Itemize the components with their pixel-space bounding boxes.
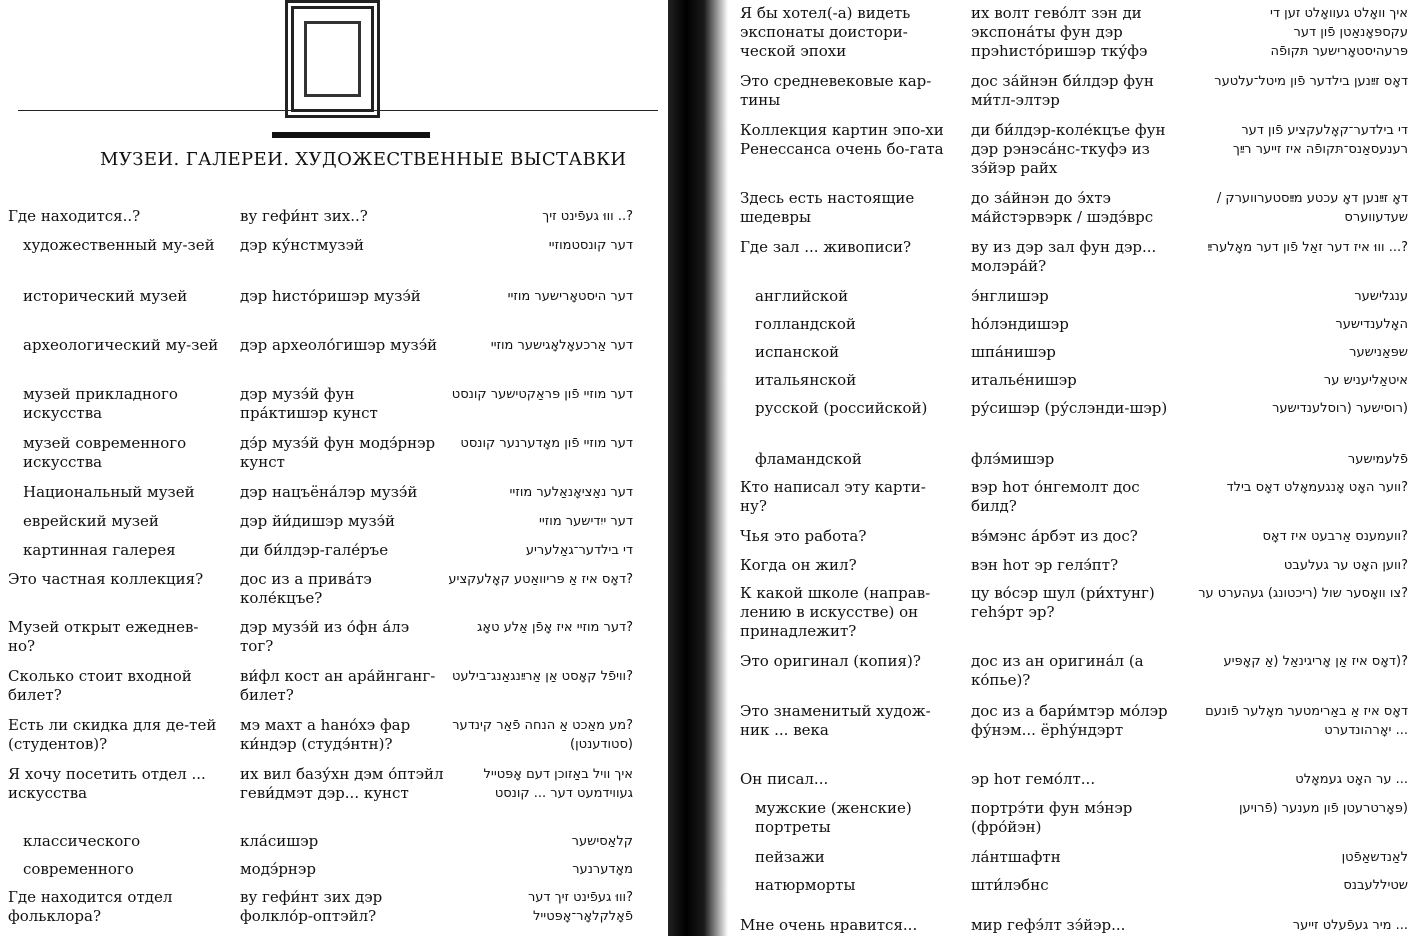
yiddish-phrase: איך וויל באַזוכן דעם אָפּטייל געווידמעט דער ... קונסט <box>483 767 633 801</box>
yiddish-phrase: ?(דאָס איז אַן אָריגינאַל (אַ קאָפּיע <box>1223 654 1408 669</box>
russian-phrase: Это средневековые кар-тины <box>740 72 932 109</box>
transliteration: дос из а прива́тэ коле́кцъе? <box>240 570 372 607</box>
russian-phrase: Здесь есть настоящие шедевры <box>740 189 915 226</box>
russian-phrase: археологический му-зей <box>23 336 219 354</box>
russian-phrase: пейзажи <box>755 848 825 866</box>
yiddish-phrase: ... ער האָט געמאָלט <box>1295 772 1408 787</box>
russian-phrase: Когда он жил? <box>740 556 857 574</box>
section-title: МУЗЕИ. ГАЛЕРЕИ. ХУДОЖЕСТВЕННЫЕ ВЫСТАВКИ <box>100 149 627 170</box>
transliteration: дэр археоло́гишэр музэ́й <box>240 336 438 354</box>
russian-phrase: натюрморты <box>755 876 856 894</box>
russian-phrase: фламандской <box>755 450 862 468</box>
yiddish-phrase: דער אַרכעאָלאָגישער מוזיי <box>490 338 633 353</box>
yiddish-phrase: (פּאָרטרעטן פֿון מענער (פֿרויען <box>1239 801 1408 816</box>
transliteration: дэр музэ́й из о́фн а́лэ тог? <box>240 618 410 655</box>
transliteration: ву гефи́нт зих дэр фолкло́р-оптэйл? <box>240 888 383 925</box>
header-rule <box>18 110 658 111</box>
yiddish-phrase: די בילדער־גאַלעריע <box>525 543 633 558</box>
russian-phrase: Национальный музей <box>23 483 195 501</box>
transliteration: эр hот гемо́лт... <box>971 770 1096 788</box>
transliteration: дос за́йнэн би́лдэр фун ми́тл-элтэр <box>971 72 1154 109</box>
russian-phrase: испанской <box>755 343 840 361</box>
yiddish-phrase: ?... וווּ איז דער זאַל פֿון דער מאָלערײַ <box>1207 240 1408 255</box>
book-gutter <box>668 0 728 936</box>
transliteration: ди би́лдэр-гале́ръе <box>240 541 389 559</box>
ornamental-frame-image <box>285 0 380 118</box>
transliteration: э́нглишэр <box>971 287 1049 305</box>
transliteration: мэ махт а hано́хэ фар ки́ндэр (студэ́нтн)? <box>240 716 411 753</box>
yiddish-phrase: ?וועמענס אַרבעט איז דאָס <box>1262 529 1408 544</box>
yiddish-phrase: ?ווער האָט אָנגעמאָלט דאָס בילד <box>1226 480 1408 495</box>
russian-phrase: Есть ли скидка для де-тей (студентов)? <box>8 716 217 753</box>
yiddish-phrase: ענגלישער <box>1354 289 1408 304</box>
russian-phrase: Мне очень нравится... <box>740 916 918 934</box>
yiddish-phrase: ?ווען האָט ער געלעבט <box>1283 558 1408 573</box>
russian-phrase: Я бы хотел(-а) видеть экспонаты доистори-ческой эпохи <box>740 4 911 60</box>
transliteration: дос из ан оригина́л (а ко́пье)? <box>971 652 1144 689</box>
left-page <box>0 0 668 936</box>
yiddish-phrase: ?צו וואָסער שול (ריכטונג) געהערט ער <box>1198 586 1408 601</box>
transliteration: шти́лэбнс <box>971 876 1049 894</box>
transliteration: вэр hот о́нгемолт дос билд? <box>971 478 1140 515</box>
yiddish-phrase: דער היסטאָרישער מוזיי <box>507 289 633 304</box>
transliteration: италье́нишэр <box>971 371 1077 389</box>
transliteration: ви́фл кост ан ара́йнганг-билет? <box>240 667 436 704</box>
transliteration: кла́сишэр <box>240 832 319 850</box>
transliteration: модэ́рнэр <box>240 860 316 878</box>
right-page <box>728 0 1418 936</box>
russian-phrase: Музей открыт ежеднев-но? <box>8 618 199 655</box>
yiddish-phrase: דאָס איז אַ באַרימטער מאָלער פֿונעם ... יאָרהונדערט <box>1205 704 1408 738</box>
russian-phrase: голландской <box>755 315 856 333</box>
russian-phrase: Где зал ... живописи? <box>740 238 912 256</box>
russian-phrase: классического <box>23 832 141 850</box>
transliteration: дос из а бари́мтэр мо́лэр фу́нэм... ёрhу́ндэрт <box>971 702 1168 739</box>
russian-phrase: Я хочу посетить отдел ... искусства <box>8 765 206 802</box>
yiddish-phrase: דער מוזיי פֿון פּראַקטישער קונסט <box>451 387 633 402</box>
yiddish-phrase: ?וויפֿל קאָסט אַן אַרײַנגאַנג־בילעט <box>451 669 633 684</box>
russian-phrase: исторический музей <box>23 287 188 305</box>
transliteration: ру́сишэр (ру́слэнди-шэр) <box>971 399 1168 417</box>
yiddish-phrase: ?וווּ געפֿינט זיך דער פֿאָלקלאָר־אָפּטייל <box>527 890 633 924</box>
russian-phrase: Это знаменитый худож-ник ... века <box>740 702 931 739</box>
russian-phrase: художественный му-зей <box>23 236 215 254</box>
yiddish-phrase: איך וואָלט געוואָלט זען די עקספּאָנאַטן פֿון דער פּרעהיסטאָרישער תּקופֿה <box>1270 6 1408 59</box>
russian-phrase: Он писал... <box>740 770 829 788</box>
yiddish-phrase: ... מיר געפֿעלט זייער <box>1292 918 1408 933</box>
russian-phrase: Это частная коллекция? <box>8 570 204 588</box>
transliteration: ву из дэр зал фун дэр... молэра́й? <box>971 238 1157 275</box>
transliteration: дэр нацъёна́лэр музэ́й <box>240 483 418 501</box>
transliteration: ву гефи́нт зих..? <box>240 207 368 225</box>
yiddish-phrase: דער קונסטמוזיי <box>548 238 633 253</box>
transliteration: ди би́лдэр-коле́кцъе фун дэр рэнэса́нс-ткуфэ из зэ́йэр райх <box>971 121 1166 177</box>
transliteration: дэр ку́нстмузэй <box>240 236 364 254</box>
yiddish-phrase: דער נאַציאָנאַלער מוזיי <box>509 485 633 500</box>
yiddish-phrase: דער מוזיי פֿון מאָדערנער קונסט <box>460 436 633 451</box>
yiddish-phrase: דער ייִדישער מוזיי <box>538 514 633 529</box>
transliteration: вэн hот эр гелэ́пт? <box>971 556 1119 574</box>
yiddish-phrase: האָלענדישער <box>1335 317 1408 332</box>
transliteration: дэр йи́дишэр музэ́й <box>240 512 396 530</box>
header-bar <box>272 132 430 138</box>
transliteration: флэ́мишэр <box>971 450 1055 468</box>
yiddish-phrase: פֿלעמישער <box>1347 452 1408 467</box>
transliteration: шпа́нишэр <box>971 343 1056 361</box>
transliteration: портрэ́ти фун мэ́нэр (фро́йэн) <box>971 799 1133 836</box>
transliteration: их волт гево́лт зэн ди экспона́ты фун дэр прэhисто́ришэр тку́фэ <box>971 4 1148 60</box>
russian-phrase: еврейский музей <box>23 512 159 530</box>
transliteration: дэр hисто́ришэр музэ́й <box>240 287 421 305</box>
russian-phrase: Где находится..? <box>8 207 141 225</box>
russian-phrase: английской <box>755 287 849 305</box>
yiddish-phrase: דאָ זײַנען דאָ עכטע מײַסטערווערק / שעדעווערס <box>1216 191 1408 225</box>
yiddish-phrase: ?מע מאַכט אַ הנחה פֿאַר קינדער (סטודענטן) <box>452 718 633 752</box>
russian-phrase: музей прикладного искусства <box>23 385 178 422</box>
yiddish-phrase: ?דאָס איז אַ פּריוואַטע קאָלעקציע <box>448 572 633 587</box>
russian-phrase: мужские (женские) портреты <box>755 799 912 836</box>
russian-phrase: картинная галерея <box>23 541 176 559</box>
russian-phrase: Сколько стоит входной билет? <box>8 667 192 704</box>
transliteration: дэр музэ́й фун пра́ктишэр кунст <box>240 385 378 422</box>
yiddish-phrase: דאָס זײַנען בילדער פֿון מיטל־עלטער <box>1214 74 1408 89</box>
yiddish-phrase: קלאַסישער <box>571 834 633 849</box>
yiddish-phrase: שטיללעבנס <box>1343 878 1408 893</box>
russian-phrase: Кто написал эту карти-ну? <box>740 478 926 515</box>
yiddish-phrase: לאַנדשאַפֿטן <box>1341 850 1408 865</box>
yiddish-phrase: מאָדערנער <box>572 862 633 877</box>
yiddish-phrase: (רוסישער (רוסלענדישער <box>1272 401 1408 416</box>
transliteration: вэ́мэнс а́рбэт из дос? <box>971 527 1138 545</box>
transliteration: hо́лэндишэр <box>971 315 1069 333</box>
russian-phrase: К какой школе (направ-лению в искусстве) он принадлежит? <box>740 584 931 640</box>
transliteration: цу во́сэр шул (ри́хтунг) геhэ́рт эр? <box>971 584 1155 621</box>
yiddish-phrase: איטאַליעניש ער <box>1323 373 1408 388</box>
transliteration: мир гефэ́лт зэ́йэр... <box>971 916 1126 934</box>
transliteration: до за́йнэн до э́хтэ ма́йстэрвэрк / шэдэ́врс <box>971 189 1154 226</box>
transliteration: их вил базу́хн дэм о́птэйл геви́дмэт дэр... кунст <box>240 765 444 802</box>
yiddish-phrase: שפּאַנישער <box>1349 345 1408 360</box>
russian-phrase: современного <box>23 860 134 878</box>
russian-phrase: Коллекция картин эпо-хи Ренессанса очень бо-гата <box>740 121 944 158</box>
russian-phrase: музей современного искусства <box>23 434 187 471</box>
yiddish-phrase: די בילדער־קאָלעקציע פֿון דער רענעסאַנס־תּקופֿה איז זייער רײַך <box>1232 123 1408 157</box>
transliteration: ла́нтшафтн <box>971 848 1061 866</box>
russian-phrase: Чья это работа? <box>740 527 867 545</box>
yiddish-phrase: ?.. וווּ געפֿינט זיך <box>542 209 633 224</box>
russian-phrase: Это оригинал (копия)? <box>740 652 921 670</box>
russian-phrase: итальянской <box>755 371 857 389</box>
russian-phrase: русской (российской) <box>755 399 928 417</box>
transliteration: дэ́р музэ́й фун модэ́рнэр кунст <box>240 434 436 471</box>
yiddish-phrase: ?דער מוזיי איז אָפֿן אַלע טאָג <box>477 620 633 635</box>
russian-phrase: Где находится отдел фольклора? <box>8 888 173 925</box>
